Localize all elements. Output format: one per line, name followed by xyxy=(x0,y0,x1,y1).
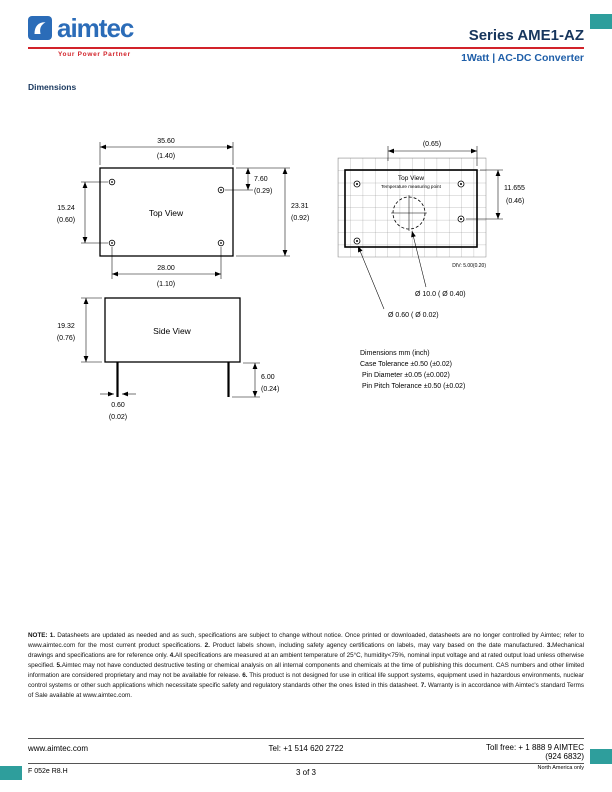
dim-top-width-mm: 35.60 xyxy=(157,138,175,145)
aimtec-logo xyxy=(28,15,133,41)
aimtec-logo-icon xyxy=(28,16,52,40)
brand-text: aimtec xyxy=(57,13,134,43)
dim-right-height xyxy=(236,168,309,256)
tolerance-pin-diameter: Pin Diameter ±0.05 (±0.002) xyxy=(362,372,450,379)
accent-bar-top-right xyxy=(590,14,612,29)
dim-side-height-in: (0.76) xyxy=(56,335,76,342)
footer-tollfree-number: Toll free: + 1 888 9 AIMTEC xyxy=(485,743,584,752)
side-view-pins xyxy=(118,362,229,397)
callout-pin-diameter-label: Ø 0.60 ( Ø 0.02) xyxy=(388,312,439,319)
tolerance-notes xyxy=(360,350,465,390)
pin-view-label: Top View xyxy=(397,175,425,182)
footer-page-number: 3 of 3 xyxy=(295,768,316,777)
callout-circle-diameter: Ø 10.0 ( Ø 0.40) xyxy=(415,291,466,298)
grid-div-label: DIV: 5.00(0.20) xyxy=(452,263,486,269)
pin-view-sublabel: Temperature measuring point xyxy=(381,184,441,189)
dim-pin-offset-mm: 7.60 xyxy=(254,176,268,183)
pin-view-grid xyxy=(338,158,486,257)
dim-pin-row-in: (1.10) xyxy=(156,281,176,288)
header-rule xyxy=(28,47,584,49)
dim-height-in: (0.92) xyxy=(291,215,310,222)
dim-pin-dia-mm: 0.60 xyxy=(111,402,125,409)
footer-tollfree-digits: (924 6832) xyxy=(545,752,584,761)
side-view-label: Side View xyxy=(153,326,191,336)
dim-pin-view-top-in: (0.65) xyxy=(422,141,442,148)
dim-height-mm: 23.31 xyxy=(291,203,309,210)
tolerance-case: Case Tolerance ±0.50 (±0.02) xyxy=(360,361,452,368)
dim-bottom-pin-row xyxy=(112,247,221,288)
footer-rule-top xyxy=(28,738,584,739)
accent-bar-bottom-left xyxy=(0,766,22,780)
footer-tollfree xyxy=(486,743,584,761)
footer-document-ref: F 052e R8.H xyxy=(28,768,68,775)
dim-pin-offset-in: (0.29) xyxy=(254,188,273,195)
top-view-label: Top View xyxy=(148,208,184,218)
top-view-drawing xyxy=(57,138,309,288)
dim-pin-view-right-mm: 11.655 xyxy=(504,185,525,192)
dim-left-mm: 15.24 xyxy=(57,205,75,212)
dim-side-height xyxy=(57,298,102,362)
dim-top-width-in: (1.40) xyxy=(156,153,176,160)
dim-pin-length-in: (0.24) xyxy=(261,386,280,393)
dim-top-width xyxy=(100,138,233,165)
footer-telephone: Tel: +1 514 620 2722 xyxy=(268,744,344,753)
note-paragraph: NOTE: 1. Datasheets are updated as needed and as such, specifications are subject to change without notice. Once printed or downloaded, datasheets are no longer controlled by Aimtec; refer to www.aimtec.com for the most current product specifications. 2. Product labels shown, including safety agency certifications on labels, may vary based on the date manufactured. 3.Mechanical drawings and specifications are for reference only. 4.All specifications are measured at an ambient temperature of 25°C, humidity<75%, nominal input voltage and at rated output load unless otherwise specified. 5.Aimtec may not have conducted destructive testing or chemical analysis on all internal components and chemicals at the time of publishing this document. CAS numbers and other limited information are considered proprietary and may not be available for release. 6. This product is not designed for use in critical life support systems, equipment used in hazardous environments, nuclear control systems or other such applications which necessitate specific safety and regulatory standards other the ones listed in this datasheet. 7. Warranty is in accordance with Aimtec's standard Terms of Sale available at www.aimtec.com. xyxy=(28,632,584,699)
tolerance-pin-pitch: Pin Pitch Tolerance ±0.50 (±0.02) xyxy=(362,383,466,390)
section-title-dimensions: Dimensions xyxy=(28,82,77,92)
footer-website: www.aimtec.com xyxy=(28,744,89,753)
side-view-drawing xyxy=(57,298,279,421)
dim-pin-length-mm: 6.00 xyxy=(261,374,275,381)
footer-region-note: North America only xyxy=(537,765,584,771)
series-title: Series AME1-AZ xyxy=(468,27,584,44)
dim-pin-diameter xyxy=(100,394,136,421)
accent-bar-bottom-right xyxy=(590,749,612,764)
pin-view-drawing xyxy=(338,141,525,319)
dim-pin-view-right-in: (0.46) xyxy=(506,198,525,205)
dim-pin-length xyxy=(232,363,279,397)
tolerance-units: Dimensions mm (inch) xyxy=(360,350,430,357)
dim-pin-row-mm: 28.00 xyxy=(157,265,175,272)
product-subtitle: 1Watt | AC-DC Converter xyxy=(461,52,584,64)
dim-right-pin-offset xyxy=(225,168,290,195)
brand-tagline: Your Power Partner xyxy=(58,51,131,58)
dim-side-height-mm: 19.32 xyxy=(57,323,75,330)
footer-rule-bottom xyxy=(28,763,584,764)
dimension-drawings xyxy=(28,110,584,450)
dim-left-in: (0.60) xyxy=(56,217,76,224)
dim-pin-dia-in: (0.02) xyxy=(108,414,128,421)
